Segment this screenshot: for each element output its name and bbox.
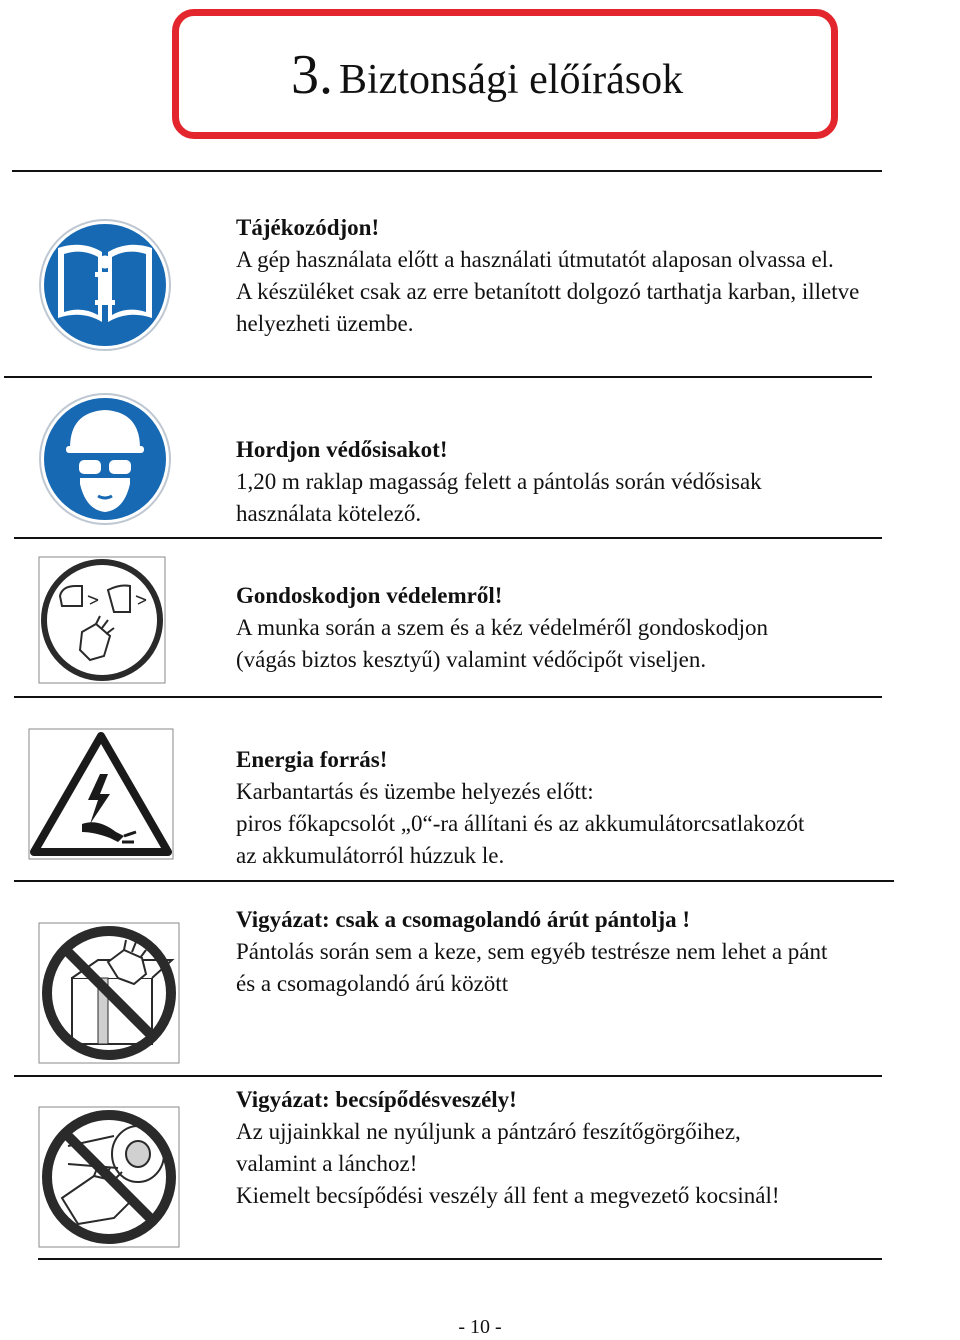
section-line: A gép használata előtt a használati útmutatót alaposan olvassa el.	[236, 247, 834, 272]
chapter-title: Biztonsági előírások	[339, 57, 684, 103]
page-number: - 10 -	[458, 1316, 502, 1338]
read-manual-icon	[38, 218, 172, 352]
divider	[14, 1075, 882, 1077]
section-line: A munka során a szem és a kéz védelméről gondoskodjon	[236, 615, 769, 640]
helmet-goggles-icon	[38, 392, 172, 526]
section-heading: Vigyázat: becsípődésveszély!	[236, 1087, 517, 1112]
face-shield-gloves-icon	[38, 556, 166, 684]
electrical-hazard-icon	[28, 728, 174, 860]
section-line: Kiemelt becsípődési veszély áll fent a megvezető kocsinál!	[236, 1183, 780, 1208]
no-pinch-hand-icon	[38, 1106, 180, 1248]
chapter-number: 3.	[291, 44, 333, 106]
section-line: használata kötelező.	[236, 501, 422, 526]
section-protection	[236, 580, 768, 676]
section-line: és a csomagolandó árú között	[236, 971, 509, 996]
section-line: A készüléket csak az erre betanított dolgozó tarthatja karban, illetve	[236, 279, 860, 304]
section-heading: Tájékozódjon!	[236, 215, 380, 240]
section-strap-warning	[236, 904, 827, 1000]
divider	[38, 1258, 882, 1260]
divider	[14, 880, 894, 882]
no-hand-in-strap-icon	[38, 922, 180, 1064]
section-heading: Vigyázat: csak a csomagolandó árút pántolja !	[236, 907, 691, 932]
section-line: Pántolás során sem a keze, sem egyéb testrésze nem lehet a pánt	[236, 939, 828, 964]
section-helmet	[236, 434, 762, 530]
section-line: az akkumulátorról húzzuk le.	[236, 843, 505, 868]
section-line: piros főkapcsolót „0“-ra állítani és az akkumulátorcsatlakozót	[236, 811, 805, 836]
section-heading: Gondoskodjon védelemről!	[236, 583, 503, 608]
section-heading: Hordjon védősisakot!	[236, 437, 448, 462]
divider	[4, 376, 872, 378]
title-box	[172, 9, 838, 139]
section-line: (vágás biztos kesztyű) valamint védőcipőt viseljen.	[236, 647, 707, 672]
section-heading: Energia forrás!	[236, 747, 388, 772]
section-line: helyezheti üzembe.	[236, 311, 414, 336]
section-line: 1,20 m raklap magasság felett a pántolás során védősisak	[236, 469, 762, 494]
section-information	[236, 212, 859, 340]
section-energy	[236, 744, 804, 872]
section-line: Az ujjainkkal ne nyúljunk a pántzáró feszítőgörgőihez,	[236, 1119, 741, 1144]
section-pinch-warning	[236, 1084, 780, 1212]
divider	[14, 696, 882, 698]
divider	[14, 537, 882, 539]
section-line: valamint a lánchoz!	[236, 1151, 418, 1176]
page-title	[291, 44, 684, 106]
divider	[12, 170, 882, 172]
section-line: Karbantartás és üzembe helyezés előtt:	[236, 779, 594, 804]
